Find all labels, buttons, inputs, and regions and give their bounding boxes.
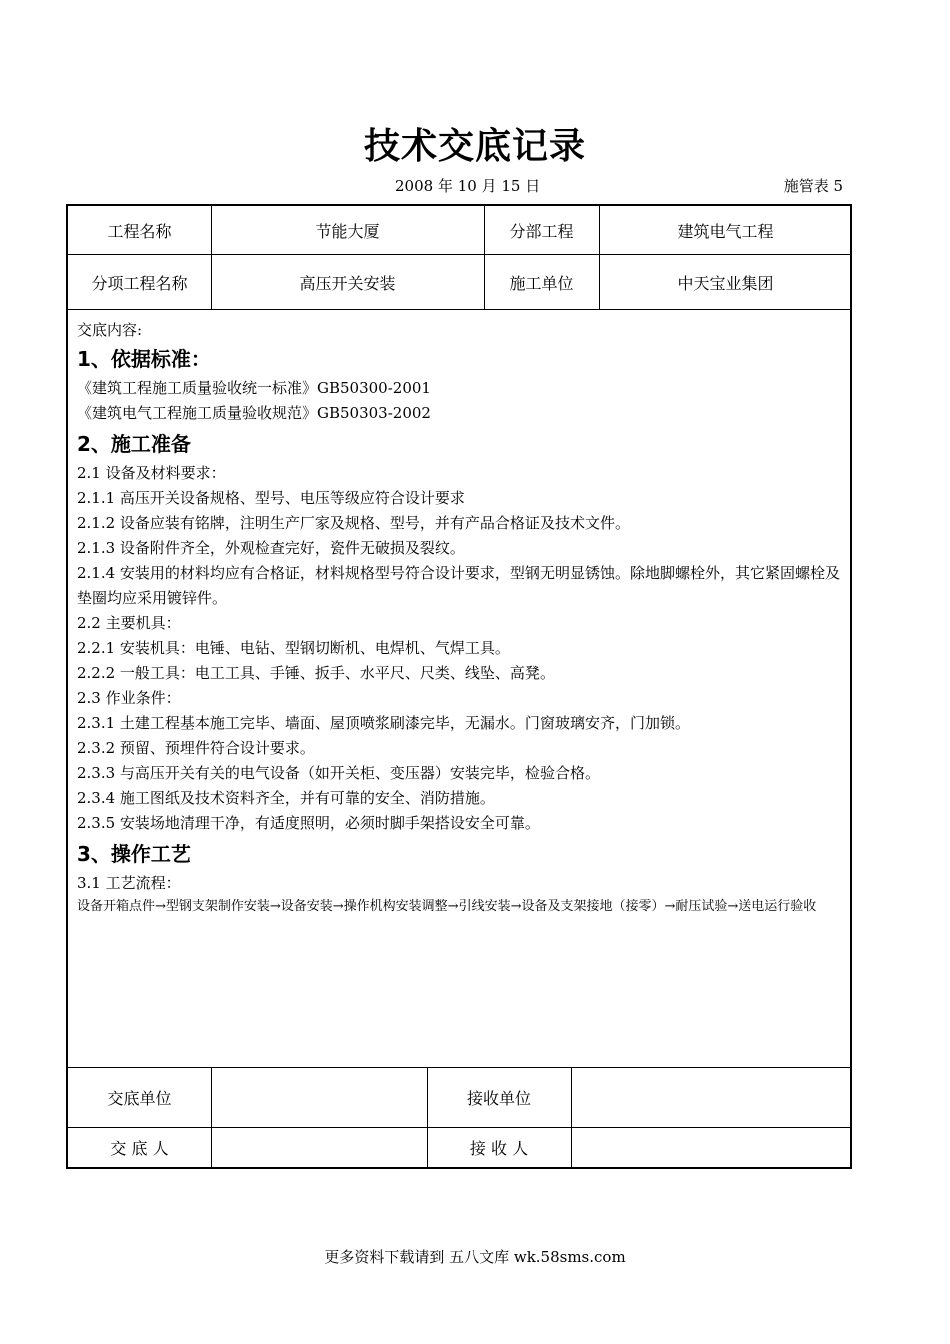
issuer-person-field[interactable] bbox=[211, 1128, 427, 1167]
standard-line: 《建筑工程施工质量验收统一标准》GB50300-2001 bbox=[77, 379, 431, 397]
receiver-unit-label: 接收单位 bbox=[466, 1089, 531, 1108]
section-heading-preparation: 2、施工准备 bbox=[77, 432, 191, 456]
receiver-person-label: 接 收 人 bbox=[469, 1139, 529, 1158]
division-label: 分部工程 bbox=[509, 221, 574, 241]
preparation-line: 2.3.3 与高压开关有关的电气设备（如开关柜、变压器）安装完毕，检验合格。 bbox=[77, 764, 600, 782]
receiver-person-field[interactable] bbox=[571, 1128, 852, 1167]
subitem-value: 高压开关安装 bbox=[299, 273, 396, 293]
division-value: 建筑电气工程 bbox=[677, 221, 774, 241]
preparation-line: 2.2.1 安装机具：电锤、电钻、型钢切断机、电焊机、气焊工具。 bbox=[77, 639, 510, 657]
subitem-label: 分项工程名称 bbox=[91, 273, 188, 293]
document-title: 技术交底记录 bbox=[363, 126, 586, 167]
preparation-line: 2.1.3 设备附件齐全，外观检查完好，瓷件无破损及裂纹。 bbox=[77, 539, 465, 557]
preparation-line: 2.1.4 安装用的材料均应有合格证，材料规格型号符合设计要求，型钢无明显锈蚀。除地脚螺栓外，其它紧固螺栓及垫圈均应采用镀锌件。 bbox=[77, 564, 840, 607]
standard-line: 《建筑电气工程施工质量验收规范》GB50303-2002 bbox=[77, 404, 431, 422]
receiver-unit-field[interactable] bbox=[571, 1068, 852, 1127]
preparation-line: 2.2 主要机具： bbox=[77, 614, 181, 632]
preparation-line: 2.3.5 安装场地清理干净，有适度照明，必须时脚手架搭设安全可靠。 bbox=[77, 814, 540, 832]
issuer-unit-label: 交底单位 bbox=[107, 1089, 172, 1108]
preparation-line: 2.2.2 一般工具：电工工具、手锤、扳手、水平尺、尺类、线坠、高凳。 bbox=[77, 664, 555, 682]
content-intro: 交底内容: bbox=[77, 321, 143, 339]
project-name-label: 工程名称 bbox=[107, 221, 172, 241]
preparation-line: 2.3.1 土建工程基本施工完毕、墙面、屋顶喷浆刷漆完毕，无漏水。门窗玻璃安齐，门加锁。 bbox=[77, 714, 690, 732]
preparation-line: 2.1.2 设备应装有铭牌，注明生产厂家及规格、型号，并有产品合格证及技术文件。 bbox=[77, 514, 630, 532]
issuer-person-label: 交 底 人 bbox=[110, 1139, 169, 1158]
record-table bbox=[66, 204, 852, 1169]
section-heading-process: 3、操作工艺 bbox=[77, 842, 191, 866]
contractor-value: 中天宝业集团 bbox=[677, 273, 774, 293]
process-line: 3.1 工艺流程： bbox=[77, 874, 181, 892]
section-heading-standards: 1、依据标准： bbox=[77, 347, 211, 371]
preparation-line: 2.1.1 高压开关设备规格、型号、电压等级应符合设计要求 bbox=[77, 489, 465, 507]
project-name-value: 节能大厦 bbox=[315, 221, 380, 241]
preparation-line: 2.3 作业条件： bbox=[77, 689, 181, 707]
preparation-line: 2.3.4 施工图纸及技术资料齐全，并有可靠的安全、消防措施。 bbox=[77, 789, 495, 807]
row-divider bbox=[68, 309, 850, 310]
preparation-line: 2.1 设备及材料要求： bbox=[77, 464, 226, 482]
issuer-unit-field[interactable] bbox=[211, 1068, 427, 1127]
contractor-label: 施工单位 bbox=[509, 273, 574, 293]
document-date: 2008 年 10 月 15 日 bbox=[395, 177, 541, 195]
preparation-line: 2.3.2 预留、预埋件符合设计要求。 bbox=[77, 739, 315, 757]
process-flow: 设备开箱点件→型钢支架制作安装→设备安装→操作机构安装调整→引线安装→设备及支架接地（接零）→耐压试验→送电运行验收 bbox=[77, 899, 817, 914]
form-number: 施管表 5 bbox=[783, 177, 843, 195]
footer-note: 更多资料下载请到 五八文库 wk.58sms.com bbox=[324, 1248, 626, 1266]
disclosure-content bbox=[77, 314, 842, 918]
